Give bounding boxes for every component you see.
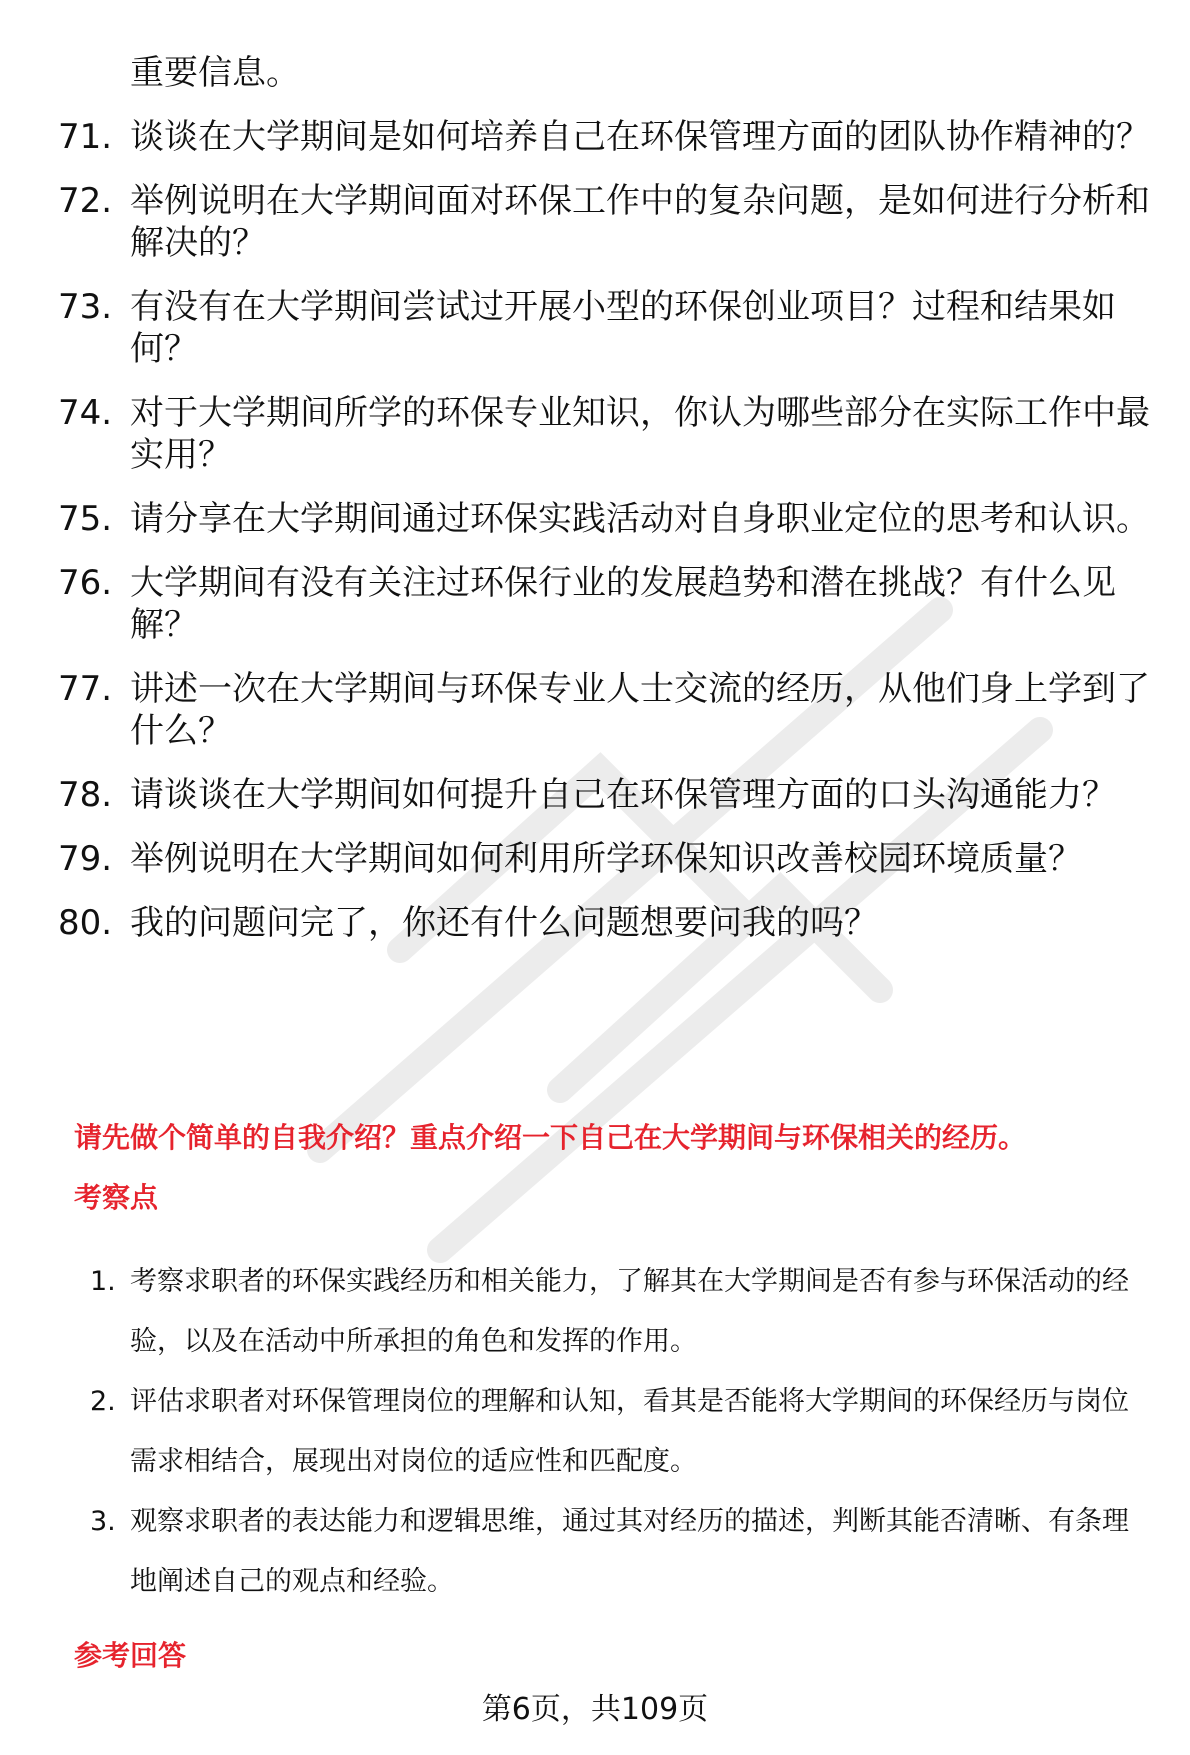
- question-text: 大学期间有没有关注过环保行业的发展趋势和潜在挑战？有什么见解？: [130, 563, 1116, 645]
- continuation-text: 重要信息。: [130, 53, 300, 93]
- question-text: 举例说明在大学期间如何利用所学环保知识改善校园环境质量？: [130, 839, 1082, 879]
- question-number: 79.: [58, 839, 113, 879]
- question-text: 有没有在大学期间尝试过开展小型的环保创业项目？过程和结果如何？: [130, 287, 1116, 369]
- kaochadian-item: [0, 1372, 1190, 1492]
- highlight-question: 请先做个简单的自我介绍？重点介绍一下自己在大学期间与环保相关的经历。: [74, 1121, 1027, 1154]
- question-number: 76.: [58, 563, 113, 603]
- question-number: 78.: [58, 775, 113, 815]
- question-number: 77.: [58, 669, 113, 709]
- question-item: [0, 668, 1190, 752]
- question-text: 对于大学期间所学的环保专业知识，你认为哪些部分在实际工作中最实用？: [130, 393, 1150, 475]
- page-footer: 第6页，共109页: [481, 1692, 709, 1727]
- kaochadian-number: 3.: [90, 1506, 116, 1537]
- question-item: [0, 774, 1190, 816]
- question-text: 我的问题问完了，你还有什么问题想要问我的吗？: [130, 903, 878, 943]
- question-text: 请谈谈在大学期间如何提升自己在环保管理方面的口头沟通能力？: [130, 775, 1116, 815]
- question-text: 讲述一次在大学期间与环保专业人士交流的经历，从他们身上学到了什么？: [130, 669, 1150, 751]
- question-number: 75.: [58, 499, 113, 539]
- question-text: 谈谈在大学期间是如何培养自己在环保管理方面的团队协作精神的？: [130, 117, 1150, 157]
- question-number: 72.: [58, 181, 113, 221]
- question-item: [0, 498, 1190, 540]
- kaochadian-number: 1.: [90, 1266, 116, 1297]
- kaochadian-item: [0, 1252, 1190, 1372]
- question-item: [0, 838, 1190, 880]
- question-number: 73.: [58, 287, 113, 327]
- question-number: 71.: [58, 117, 113, 157]
- question-item: [0, 180, 1190, 264]
- question-number: 80.: [58, 903, 113, 943]
- kaochadian-list: [0, 1252, 1190, 1612]
- kaochadian-text: 观察求职者的表达能力和逻辑思维，通过其对经历的描述，判断其能否清晰、有条理地阐述自己的观点和经验。: [130, 1506, 1129, 1597]
- question-text: 举例说明在大学期间面对环保工作中的复杂问题，是如何进行分析和解决的？: [130, 181, 1150, 263]
- question-item: [0, 392, 1190, 476]
- question-item: [0, 116, 1190, 158]
- question-item: [0, 562, 1190, 646]
- question-list: [0, 116, 1190, 966]
- kaochadian-number: 2.: [90, 1386, 116, 1417]
- question-item: [0, 902, 1190, 944]
- kaochadian-text: 考察求职者的环保实践经历和相关能力，了解其在大学期间是否有参与环保活动的经验，以及在活动中所承担的角色和发挥的作用。: [130, 1266, 1129, 1357]
- kaochadian-item: [0, 1492, 1190, 1612]
- question-item: [0, 286, 1190, 370]
- reference-answer-heading: 参考回答: [74, 1639, 187, 1672]
- kaochadian-heading: 考察点: [74, 1181, 159, 1214]
- question-text: 请分享在大学期间通过环保实践活动对自身职业定位的思考和认识。: [130, 499, 1150, 539]
- question-number: 74.: [58, 393, 113, 433]
- kaochadian-text: 评估求职者对环保管理岗位的理解和认知，看其是否能将大学期间的环保经历与岗位需求相结合，展现出对岗位的适应性和匹配度。: [130, 1386, 1129, 1477]
